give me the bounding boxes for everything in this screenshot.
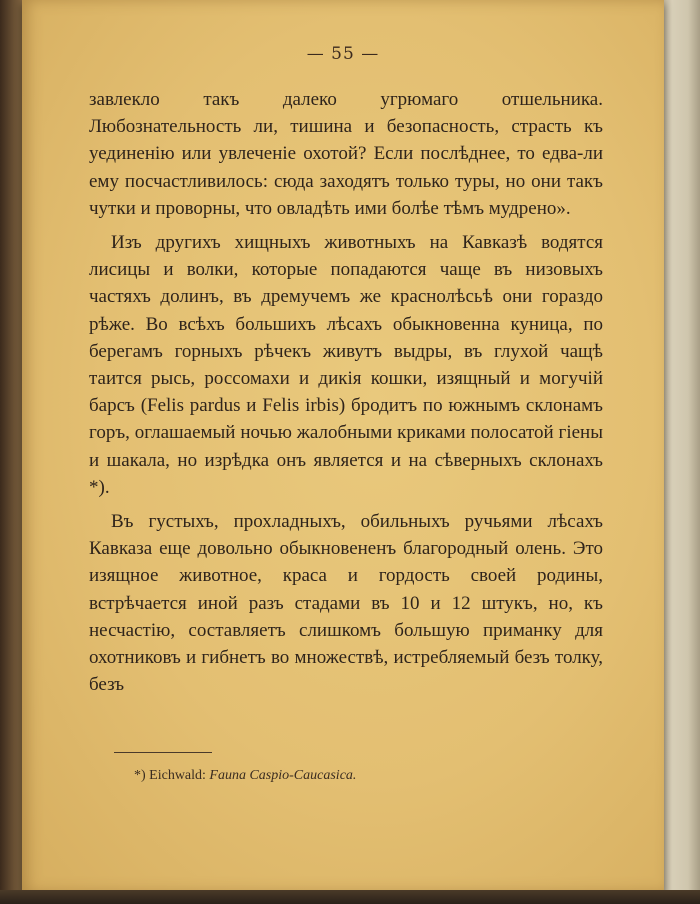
paragraph-1: завлекло такъ далеко угрюмаго отшельника. Любознательность ли, тишина и безопасность, страсть къ уединенію или увлеченіе охотой? Если послѣднее, то едва-ли ему посчастливилось: сюда заходятъ только туры, но они такъ чутки и проворны, что овладѣть ими болѣе тѣмъ мудрено». — [89, 89, 603, 219]
footnote-title: Fauna Caspio-Caucasica. — [209, 768, 357, 783]
paragraph-2: Изъ другихъ хищныхъ животныхъ на Кавказѣ водятся лисицы и волки, которые попадаются чаще въ низовыхъ частяхъ долинъ, въ дремучемъ же краснолѣсьѣ они гораздо рѣже. Во всѣхъ большихъ лѣсахъ обыкновенна куница, по берегамъ горныхъ рѣчекъ живутъ выдры, въ глухой чащѣ таится рысь, россомахи и дикія кошки, изящный и могучій барсъ (Felis pardus и Felis irbis) бродитъ по южнымъ склонамъ горъ, оглашаемый ночью жалобными криками полосатой гіены и шакала, но изрѣдка онъ является и на сѣверныхъ склонахъ *). — [89, 232, 603, 498]
footnote — [134, 768, 356, 784]
body-text — [89, 86, 603, 698]
table-surface — [0, 890, 700, 904]
book-page — [22, 0, 664, 892]
book-cover-edge — [660, 0, 700, 904]
paragraph-3: Въ густыхъ, прохладныхъ, обильныхъ ручьями лѣсахъ Кавказа еще довольно обыкновененъ благородный олень. Это изящное животное, краса и гордость своей родины, встрѣчается иной разъ стадами въ 10 и 12 штукъ, но, къ несчастію, составляетъ слишкомъ большую приманку для охотниковъ и гибнетъ во множествѣ, истребляемый безъ толку, безъ — [89, 511, 603, 696]
footnote-marker: *) Eichwald: — [134, 768, 206, 783]
page-number: — 55 — — [306, 44, 380, 64]
footnote-divider — [114, 752, 212, 753]
